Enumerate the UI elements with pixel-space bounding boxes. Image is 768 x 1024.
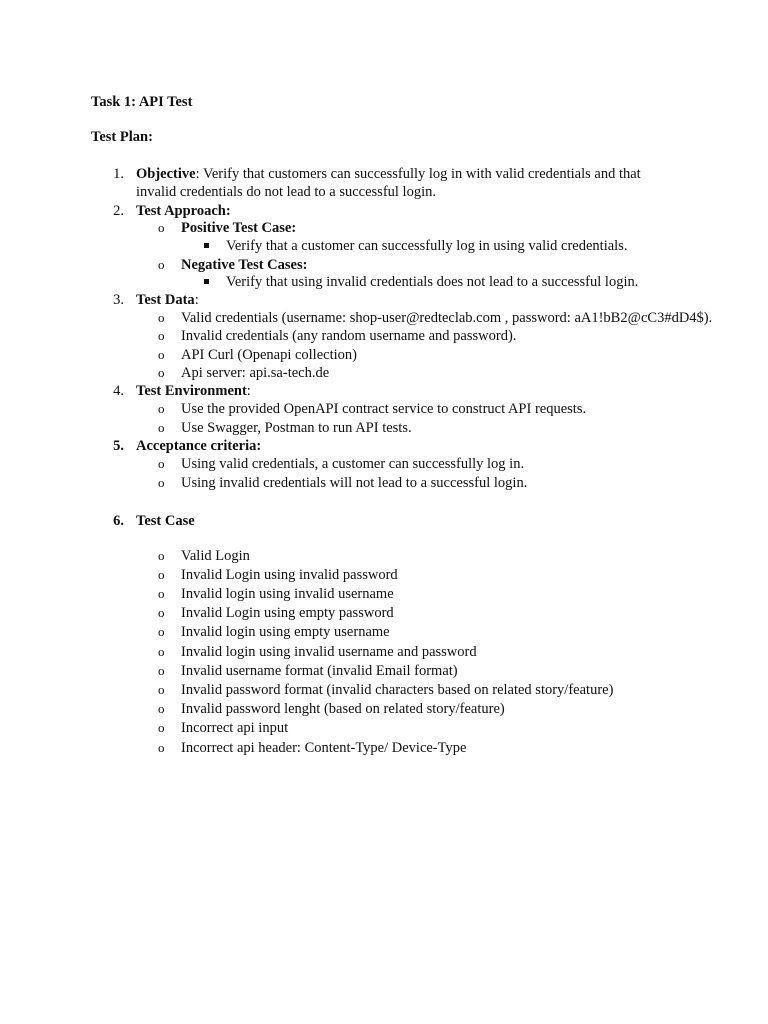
circle-bullet-icon: o xyxy=(158,456,165,471)
objective-text-continued: invalid credentials do not lead to a successful login. xyxy=(136,184,436,200)
acceptance-label: Acceptance criteria: xyxy=(136,438,262,454)
document-title: Task 1: API Test xyxy=(91,94,193,110)
circle-bullet-icon: o xyxy=(158,605,165,620)
negative-case-item: Verify that using invalid credentials does not lead to a successful login. xyxy=(226,274,639,290)
list-item: Use Swagger, Postman to run API tests. xyxy=(181,420,412,436)
negative-case-label: Negative Test Cases: xyxy=(181,257,308,273)
objective-item xyxy=(136,165,641,183)
circle-bullet-icon: o xyxy=(158,740,165,755)
circle-bullet-icon: o xyxy=(158,548,165,563)
list-number: 1. xyxy=(113,166,124,182)
list-number: 5. xyxy=(113,438,124,454)
approach-label: Test Approach: xyxy=(136,203,231,219)
objective-label: Objective xyxy=(136,166,196,182)
list-item: Invalid login using invalid username xyxy=(181,586,394,602)
list-number: 4. xyxy=(113,383,124,399)
list-item: API Curl (Openapi collection) xyxy=(181,347,357,363)
circle-bullet-icon: o xyxy=(158,701,165,716)
test-case-label: Test Case xyxy=(136,513,195,529)
list-number: 2. xyxy=(113,203,124,219)
list-item: Invalid password lenght (based on related story/feature) xyxy=(181,701,505,717)
list-item: Use the provided OpenAPI contract service to construct API requests. xyxy=(181,401,587,417)
circle-bullet-icon: o xyxy=(158,310,165,325)
circle-bullet-icon: o xyxy=(158,624,165,639)
circle-bullet-icon: o xyxy=(158,347,165,362)
environment-label: Test Environment xyxy=(136,383,247,399)
objective-text: : Verify that customers can successfully log in with valid credentials and that xyxy=(195,166,641,182)
list-item: Invalid login using empty username xyxy=(181,624,390,640)
list-number: 3. xyxy=(113,292,124,308)
list-item: Invalid Login using empty password xyxy=(181,605,394,621)
list-item: Valid credentials (username: shop-user@redteclab.com , password: aA1!bB2@cC3#dD4$). xyxy=(181,310,713,326)
list-item: Invalid username format (invalid Email format) xyxy=(181,663,458,679)
square-bullet-icon xyxy=(204,243,209,248)
list-number: 6. xyxy=(113,513,124,529)
circle-bullet-icon: o xyxy=(158,257,165,272)
test-data-colon: : xyxy=(194,292,199,308)
list-item: Api server: api.sa-tech.de xyxy=(181,365,330,381)
circle-bullet-icon: o xyxy=(158,586,165,601)
list-item: Incorrect api header: Content-Type/ Device-Type xyxy=(181,740,467,756)
circle-bullet-icon: o xyxy=(158,475,165,490)
test-plan-heading: Test Plan: xyxy=(91,129,153,145)
list-item: Using valid credentials, a customer can successfully log in. xyxy=(181,456,525,472)
list-item: Incorrect api input xyxy=(181,720,289,736)
square-bullet-icon xyxy=(204,279,209,284)
circle-bullet-icon: o xyxy=(158,567,165,582)
circle-bullet-icon: o xyxy=(158,663,165,678)
list-item: Invalid Login using invalid password xyxy=(181,567,398,583)
list-item: Invalid login using invalid username and password xyxy=(181,644,477,660)
positive-case-item: Verify that a customer can successfully log in using valid credentials. xyxy=(226,238,628,254)
circle-bullet-icon: o xyxy=(158,420,165,435)
positive-case-label: Positive Test Case: xyxy=(181,220,297,236)
circle-bullet-icon: o xyxy=(158,220,165,235)
circle-bullet-icon: o xyxy=(158,682,165,697)
list-item: Valid Login xyxy=(181,548,250,564)
list-item: Invalid credentials (any random username and password). xyxy=(181,328,517,344)
environment-colon: : xyxy=(246,383,251,399)
circle-bullet-icon: o xyxy=(158,401,165,416)
list-item: Using invalid credentials will not lead to a successful login. xyxy=(181,475,528,491)
list-item: Invalid password format (invalid characters based on related story/feature) xyxy=(181,682,614,698)
test-data-label: Test Data xyxy=(136,292,195,308)
circle-bullet-icon: o xyxy=(158,720,165,735)
circle-bullet-icon: o xyxy=(158,644,165,659)
test-data-heading xyxy=(136,291,199,309)
circle-bullet-icon: o xyxy=(158,365,165,380)
environment-heading xyxy=(136,382,251,400)
circle-bullet-icon: o xyxy=(158,328,165,343)
